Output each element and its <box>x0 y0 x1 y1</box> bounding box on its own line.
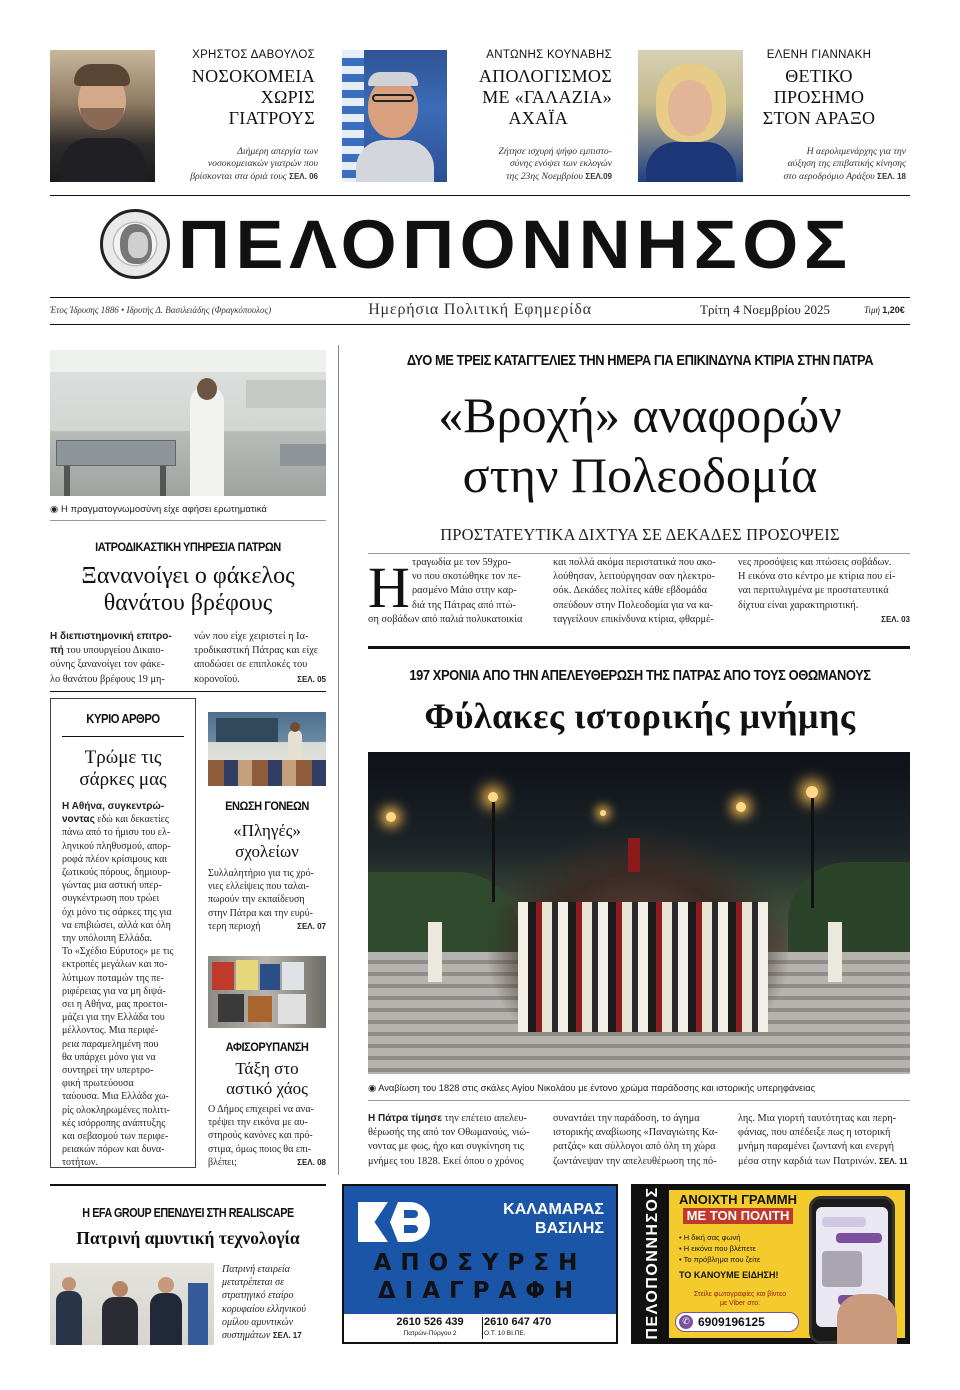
ad-kalamaras-service: ΑΠΟΣΥΡΣΗ ΔΙΑΓΡΑΦΗ <box>373 1250 587 1304</box>
top-divider <box>50 195 910 196</box>
baby-story-col1: Η διεπιστημονική επιτρο- πή του υπουργείου Δικαιο- σύνης ξανανοίγει τον φάκε- λο θανάτου βρέφους 19 μη- <box>50 631 172 685</box>
posters-kicker: ΑΦΙΣΟΡΥΠΑΝΣΗ <box>225 1040 309 1054</box>
ad-open-line-bullets: • Η δική σας φωνή • Η εικόνα που βλέπετε • Το πρόβλημα που ζείτε <box>679 1233 761 1264</box>
editorial-line: μέλλοντος. Μια περιφέ- <box>62 1025 159 1037</box>
top-story-author-2: ΑΝΤΩΝΗΣ ΚΟΥΝΑΒΗΣ <box>486 49 612 61</box>
editorial-line: σει η Αθήνα, μας προετοι- <box>62 999 168 1011</box>
ad-open-line[interactable] <box>631 1184 910 1344</box>
second-col3: λης. Μια γιορτή ταυτότητας και περη- φάνιας, που απέδειξε πως η ιστορική μνήμη παραμένει ζωντανή και ενεργή μέσα στην καρδιά των Πατρινών. ΣΕΛ. 11 <box>738 1113 908 1167</box>
top-story-title-2[interactable]: ΑΠΟΛΟΓΙΣΜΟΣ ΜΕ «ΓΑΛΑΖΙΑ» ΑΧΑΪΑ <box>478 66 612 128</box>
lead-col3: νες προσόψεις και πτώσεις σοβάδων. Η εικόνα στο κέντρο με κτίρια που εί- ναι περιτυλιγμένα με προστατευτικά δίχτυα είναι χαρακτηριστική. ΣΕΛ. 03 <box>738 557 910 624</box>
editorial-line: συντηρεί την υπερτρο- <box>62 1065 154 1077</box>
ad-kalamaras-phone1: 2610 526 439 Πατρών-Πύργου 2 <box>396 1316 464 1337</box>
left-caption-rule <box>50 520 326 521</box>
editorial-label: ΚΥΡΙΟ ΑΡΘΡΟ <box>86 712 160 726</box>
ad-open-line-cta: ΤΟ ΚΑΝΟΥΜΕ ΕΙΔΗΣΗ! <box>679 1270 779 1280</box>
morgue-photo-caption: ◉ Η πραγματογνωμοσύνη είχε αφήσει ερωτηματικά <box>50 504 267 515</box>
editorial-headline[interactable]: Τρώμε τις σάρκες μας <box>79 747 167 790</box>
top-story-title-1[interactable]: ΝΟΣΟΚΟΜΕΙΑ ΧΩΡΙΣ ΓΙΑΤΡΟΥΣ <box>191 66 315 128</box>
editorial-line: μάζει για την Ελλάδα του <box>62 1012 165 1024</box>
morgue-photo[interactable] <box>50 350 326 496</box>
top-story-photo-2[interactable] <box>342 50 447 182</box>
second-col2: συναντάει την παράδοση, το άγημα ιστορικής αναβίωσης «Παναγιώτης Κα- ρατζάς» και σύλλογοι από όλη τη χώρα ζωντάνεψαν την απελευθέρωση της πό- <box>553 1113 718 1167</box>
viber-icon: ✆ <box>679 1315 693 1329</box>
top-story-desc-3: Η αερολιμενάρχης για την αύξηση της επιβατικής κίνησης στο αεροδρόμιο Αράξου ΣΕΛ. 18 <box>783 146 906 182</box>
baby-story-col2: νών που είχε χειριστεί η Ια- τροδικαστική Πάτρας και είχε αποδώσει σε επιπλοκές του κορονοϊού. ΣΕΛ. 05 <box>194 631 326 685</box>
masthead-founded: Έτος Ίδρυσης 1886 • Ιδρυτής Δ. Βασιλειάδης (Φραγκόπουλος) <box>50 305 272 315</box>
editorial-line: όχι μόνο τις σάρκες της για <box>62 906 172 918</box>
parents-kicker: ΕΝΩΣΗ ΓΟΝΕΩΝ <box>225 799 309 813</box>
editorial-line: ταύουσα. Μια Ελλάδα χω- <box>62 1091 169 1103</box>
editorial-line: θα υπάρχει μόνο για να <box>62 1051 156 1063</box>
editorial-body: Η Αθήνα, συγκεντρώ- νοντας εδώ και δεκαετίες πάνω από το ήμισυ του ελ- ληνικού πληθυσμού, απορ- ροφά πλέον κρίσιμους και ζωτικούς πόρους, δημιουρ- γώντας μια αστική υπερ- συγκέντρωση που τρώει όχι μόνο τις σάρκες της για να επιβιώσει, αλλά και όλη την υπόλοιπη Ελλάδα. Το «Σχέδιο Εύρυτος» με τις εκτροπές μεγάλων και πο- λύτιμων ποταμών της πε- ριφέρειας για να μη διψά- σει η Αθήνα, μας προετοι- μάζει για την Ελλάδα του μέλλοντος. Μια περιφέ- ρεια παραμελημένη που θα υπάρχει μόνο για να συντηρεί την υπερτρο- φική πρωτεύουσα ταύουσα. Μια Ελλάδα χω- ρίς ολοκληρωμένες πολιτι- κές ισόρροπης ανάπτυξης και σεβασμού των περιφε- ρειακών πόρων και δυνα- τοτήτων. <box>62 800 190 1170</box>
editorial-line: τοτήτων. <box>62 1157 98 1169</box>
posters-body: Ο Δήμος επιχειρεί να ανα- τρέψει την εικόνα με αυ- στηρούς κανόνες και πρό- στιμα, όμως ποιος θα επι- βλέπει; ΣΕΛ. 08 <box>208 1104 326 1168</box>
editorial-line: ρίς ολοκληρωμένες πολιτι- <box>62 1104 170 1116</box>
editorial-line: ζωτικούς πόρους, δημιουρ- <box>62 867 171 879</box>
ad-open-line-title: ΑΝΟΙΧΤΗ ΓΡΑΜΜΗ ΜΕ ΤΟΝ ΠΟΛΙΤΗ <box>678 1192 798 1223</box>
top-story-desc-1: Διήμερη απεργία των νοσοκομειακών γιατρών που βρίσκονται στα όριά τους ΣΕΛ. 06 <box>190 146 318 182</box>
baby-story-headline[interactable]: Ξανανοίγει ο φάκελος θανάτου βρέφους <box>81 563 295 616</box>
defense-kicker: Η EFA GROUP ΕΠΕΝΔΥΕΙ ΣΤΗ REALISCAPE <box>82 1206 294 1220</box>
lead-col2: και πολλά ακόμα περιστατικά που ακο- λούθησαν, λειτούργησαν σαν ηλεκτρο- σόκ. Δεκάδες πολίτες κάθε εβδομάδα σπεύδουν στην Πολεοδομία για να κα- ταγγείλουν επικίνδυνα κτίρια, φθαρμέ- <box>553 557 716 625</box>
lead-headline[interactable]: «Βροχή» αναφορών στην Πολεοδομία <box>438 387 842 503</box>
editorial-line: την υπόλοιπη Ελλάδα. <box>62 933 153 945</box>
defense-photo[interactable] <box>50 1263 214 1345</box>
second-col1: Η Πάτρα τίμησε την επέτειο απελευ- θέρωσής της από τον Οθωμανούς, νιώ- νοντας με φως, ήχο και συγκίνηση τις μνήμες του 1828. Εκεί όπου ο χρόνος <box>368 1113 530 1167</box>
bottom-section-rule-left <box>50 1184 326 1186</box>
posters-photo[interactable] <box>208 956 326 1028</box>
celebration-photo[interactable] <box>368 752 910 1074</box>
top-story-author-1: ΧΡΗΣΤΟΣ ΔΑΒΟΥΛΟΣ <box>192 49 315 61</box>
column-divider <box>338 345 339 1175</box>
editorial-line: πάνω από το ήμισυ του ελ- <box>62 827 171 839</box>
ad-kalamaras-phone2: 2610 647 470 Ο.Τ. 10 ΒΙ.ΠΕ. <box>484 1316 552 1337</box>
defense-headline[interactable]: Πατρινή αμυντική τεχνολογία <box>76 1228 300 1248</box>
ad-kalamaras-logo-icon <box>358 1196 436 1246</box>
editorial-line: ρεια παραμελημένη που <box>62 1038 159 1050</box>
ad-open-line-vertical-label: ΠΕΛΟΠΟΝΝΗΣΟΣ <box>644 1186 661 1340</box>
classroom-photo[interactable] <box>208 712 326 786</box>
editorial-line: εκτροπές μεγάλων και πο- <box>62 959 168 971</box>
editorial-line: γώντας μια αστική υπερ- <box>62 880 162 892</box>
ad-kalamaras[interactable] <box>342 1184 618 1344</box>
masthead-title[interactable]: ΠΕΛΟΠΟΝΝΗΣΟΣ <box>178 207 853 283</box>
editorial-line: Το «Σχέδιο Εύρυτος» με τις <box>62 946 174 958</box>
editorial-line: φική πρωτεύουσα <box>62 1078 134 1090</box>
posters-headline[interactable]: Τάξη στο αστικό χάος <box>226 1059 308 1098</box>
parents-headline[interactable]: «Πληγές» σχολείων <box>233 821 301 861</box>
celebration-caption-rule <box>368 1100 910 1101</box>
top-story-desc-2: Ζήτησε ισχυρή ψήφο εμπιστο- σύνης ενόψει των εκλογών της 23ης Νοεμβρίου ΣΕΛ.09 <box>498 146 612 182</box>
top-story-author-3: ΕΛΕΝΗ ΓΙΑΝΝΑΚΗ <box>766 49 872 61</box>
editorial-line: να επιβιώσει, αλλά και όλη <box>62 919 171 931</box>
masthead-rule-top <box>50 297 910 298</box>
editorial-line: ροφά πλέον κρίσιμους και <box>62 853 168 865</box>
top-story-photo-1[interactable] <box>50 50 155 182</box>
masthead-subtitle: Ημερήσια Πολιτική Εφημερίδα <box>368 301 592 318</box>
editorial-line: και σεβασμού των περιφε- <box>62 1131 169 1143</box>
top-story-title-3[interactable]: ΘΕΤΙΚΟ ΠΡΟΣΗΜΟ ΣΤΟΝ ΑΡΑΞΟ <box>762 66 876 128</box>
lead-bottom-rule <box>368 646 910 649</box>
defense-body: Πατρινή εταιρεία μετατρέπεται σε στρατηγικό εταίρο κορυφαίου ελληνικού ομίλου αμυντικών συστημάτων ΣΕΛ. 17 <box>222 1264 307 1342</box>
lead-subhead: ΠΡΟΣΤΑΤΕΥΤΙΚΑ ΔΙΧΤΥΑ ΣΕ ΔΕΚΑΔΕΣ ΠΡΟΣΟΨΕΙΣ <box>440 525 840 544</box>
ad-kalamaras-name: ΚΑΛΑΜΑΡΑΣ ΒΑΣΙΛΗΣ <box>503 1201 604 1237</box>
editorial-line: ληνικού πληθυσμού, απορ- <box>62 840 171 852</box>
lead-subhead-rule <box>368 553 910 554</box>
lead-col1: τραγωδία με τον 59χρο- νο που σκοτώθηκε τον πε- ρασμένο Μάιο στην καρ- διά της Πάτρας από πτώ- ση σοβάδων από παλιά πολυκατοικία <box>368 557 523 625</box>
editorial-line: λύτιμων ποταμών της πε- <box>62 972 164 984</box>
top-story-photo-3[interactable] <box>638 50 743 182</box>
masthead-date: Τρίτη 4 Νοεμβρίου 2025 <box>700 302 831 317</box>
ad-open-line-send: Στείλε φωτογραφίες και βίντεο με Viber στο: <box>693 1291 787 1307</box>
second-kicker: 197 ΧΡΟΝΙΑ ΑΠΟ ΤΗΝ ΑΠΕΛΕΥΘΕΡΩΣΗ ΤΗΣ ΠΑΤΡΑΣ ΑΠΟ ΤΟΥΣ ΟΘΩΜΑΝΟΥΣ <box>409 667 871 684</box>
masthead-rule-bottom <box>50 324 910 325</box>
masthead-price: Τιμή 1,20€ <box>864 305 905 315</box>
editorial-line: ριφέρειας για να μη διψά- <box>62 985 166 997</box>
editorial-line: κές ισόρροπης ανάπτυξης <box>62 1117 166 1129</box>
editorial-line: συγκέντρωση που τρώει <box>62 893 160 905</box>
ad-open-line-phone-pill[interactable]: ✆ 6909196125 <box>675 1312 799 1332</box>
lead-dropcap: Η <box>368 555 410 620</box>
baby-story-rule <box>50 691 326 692</box>
editorial-line: ρειακών πόρων και δυνα- <box>62 1144 165 1156</box>
parents-body: Συλλαλητήριο για τις χρό- νιες ελλείψεις που ταλαι- πωρούν την εκπαίδευση στην Πάτρα και την ευρύ- τερη περιοχή ΣΕΛ. 07 <box>208 868 326 932</box>
editorial-label-rule <box>62 736 184 737</box>
baby-story-kicker: ΙΑΤΡΟΔΙΚΑΣΤΙΚΗ ΥΠΗΡΕΣΙΑ ΠΑΤΡΩΝ <box>95 540 281 554</box>
lead-kicker: ΔΥΟ ΜΕ ΤΡΕΙΣ ΚΑΤΑΓΓΕΛΙΕΣ ΤΗΝ ΗΜΕΡΑ ΓΙΑ ΕΠΙΚΙΝΔΥΝΑ ΚΤΙΡΙΑ ΣΤΗΝ ΠΑΤΡΑ <box>406 352 874 369</box>
celebration-caption: ◉ Αναβίωση του 1828 στις σκάλες Αγίου Νικολάου με έντονο χρώμα παράδοσης και ιστορικής υπερηφάνειας <box>368 1083 816 1093</box>
second-headline[interactable]: Φύλακες ιστορικής μνήμης <box>424 696 856 736</box>
masthead-logo-emblem[interactable] <box>100 209 170 279</box>
